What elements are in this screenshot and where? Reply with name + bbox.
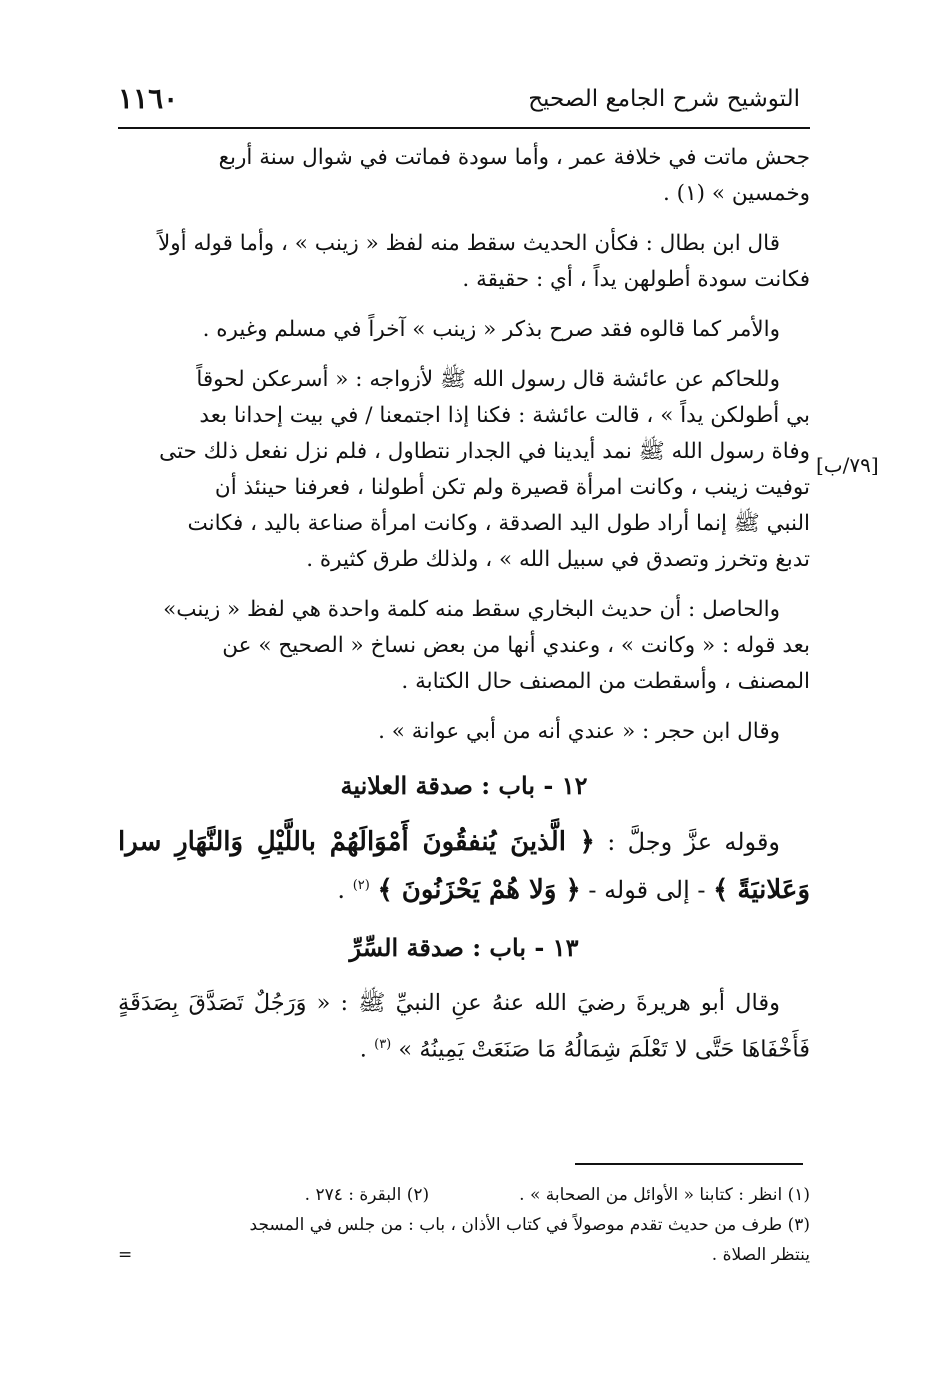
text-line: توفيت زينب ، وكانت امرأة قصيرة ولم تكن أطولنا ، فعرفنا حينئذ أن: [214, 475, 810, 500]
page-number: ١١٦٠: [118, 82, 179, 115]
continuation-mark: =: [118, 1245, 133, 1265]
chapter-12-heading: ١٢ - باب : صدقة العلانية: [340, 771, 588, 800]
paragraph-3: [118, 312, 810, 348]
header-rule: [118, 127, 810, 129]
paragraph-6: [118, 714, 810, 750]
text-line: جحش ماتت في خلافة عمر ، وأما سودة فماتت في شوال سنة أربع: [218, 145, 810, 170]
hadith-text: « وَرَجُلٌ تَصَدَّقَ بِصَدَقَةٍ فَأَخْفَاهَا حَتَّى لا تَعْلَمَ شِمَالُهُ مَا صَنَعَتْ يَمِينُهُ »: [118, 990, 810, 1063]
footnote-1: (١) انظر : كتابنا « الأوائل من الصحابة » .: [519, 1185, 810, 1205]
text-line: قال ابن بطال : فكأن الحديث سقط منه لفظ « زينب » ، وأما قوله أولاً: [158, 231, 780, 256]
text-line: وللحاكم عن عائشة قال رسول الله ﷺ لأزواجه : « أسرعكن لحوقاً: [196, 367, 780, 392]
hadith-intro: وقال أبو هريرةَ رضيَ الله عنهُ عنِ النبيِّ ﷺ :: [340, 990, 780, 1016]
footnote-ref-3: (٣): [374, 1037, 392, 1052]
paragraph-5: [118, 592, 810, 700]
verse-intro: وقوله عزَّ وجلَّ :: [607, 828, 781, 856]
chapter-13-hadith: [118, 982, 810, 1071]
quran-verse-2: ﴿ وَلا هُمْ يَحْزَنُونَ ﴾: [377, 875, 581, 905]
text-line: والحاصل : أن حديث البخاري سقط منه كلمة واحدة هي لفظ « زينب»: [163, 597, 780, 622]
text-line: بعد قوله : « وكانت » ، وعندي أنها من بعض نساخ « الصحيح » عن: [222, 633, 810, 658]
footnote-2: (٢) البقرة : ٢٧٤ .: [304, 1185, 430, 1205]
text-line: والأمر كما قالوه فقد صرح بذكر « زينب » آخراً في مسلم وغيره .: [202, 317, 780, 342]
manuscript-folio-marker: [٧٩/ب]: [816, 453, 879, 477]
running-title: التوشيح شرح الجامع الصحيح: [528, 86, 800, 112]
chapter-13-heading: ١٣ - باب : صدقة السِّرِّ: [349, 933, 579, 962]
text-line: المصنف ، وأسقطت من المصنف حال الكتابة .: [401, 669, 810, 694]
footnote-3-line-2: ينتظر الصلاة .: [711, 1245, 810, 1265]
chapter-12-verse: [118, 820, 810, 912]
text-line: فكانت سودة أطولهن يداً ، أي : حقيقة .: [462, 267, 810, 292]
text-line: بي أطولكن يداً » ، قالت عائشة : فكنا إذا اجتمعنا / في بيت إحدانا بعد: [199, 403, 810, 428]
paragraph-1: [118, 140, 810, 212]
footnote-ref-2: (٢): [352, 878, 370, 893]
footnote-3-continuation: [118, 1240, 810, 1270]
text-line: وفاة رسول الله ﷺ نمد أيدينا في الجدار نتطاول ، فلم نزل نفعل ذلك حتى: [159, 439, 810, 464]
text-line: وخمسين » (١) .: [663, 181, 810, 206]
text-line: النبي ﷺ إنما أراد طول اليد الصدقة ، وكانت امرأة صناعة باليد ، فكانت: [187, 511, 810, 536]
page-header: [118, 82, 810, 122]
main-text: [118, 140, 810, 1071]
verse-end: .: [337, 876, 346, 904]
verse-middle: - إلى قوله -: [588, 876, 706, 904]
paragraph-2: [118, 226, 810, 298]
footnotes: [118, 1180, 810, 1270]
quran-verse-1: ﴿ الَّذينَ يُنفقُونَ أَمْوَالَهُمْ باللَّيْلِ وَالنَّهَارِ سرا وَعَلانيَةً ﴾: [118, 827, 810, 905]
text-line: وقال ابن حجر : « عندي أنه من أبي عوانة » .: [378, 719, 780, 744]
footnote-row-1: [118, 1180, 810, 1210]
paragraph-4: [118, 362, 810, 578]
hadith-end: .: [359, 1036, 367, 1063]
text-line: تدبغ وتخرز وتصدق في سبيل الله » ، ولذلك طرق كثيرة .: [306, 547, 810, 572]
footnote-3: (٣) طرف من حديث تقدم موصولاً في كتاب الأذان ، باب : من جلس في المسجد: [249, 1215, 810, 1235]
footnote-rule: [575, 1163, 803, 1165]
